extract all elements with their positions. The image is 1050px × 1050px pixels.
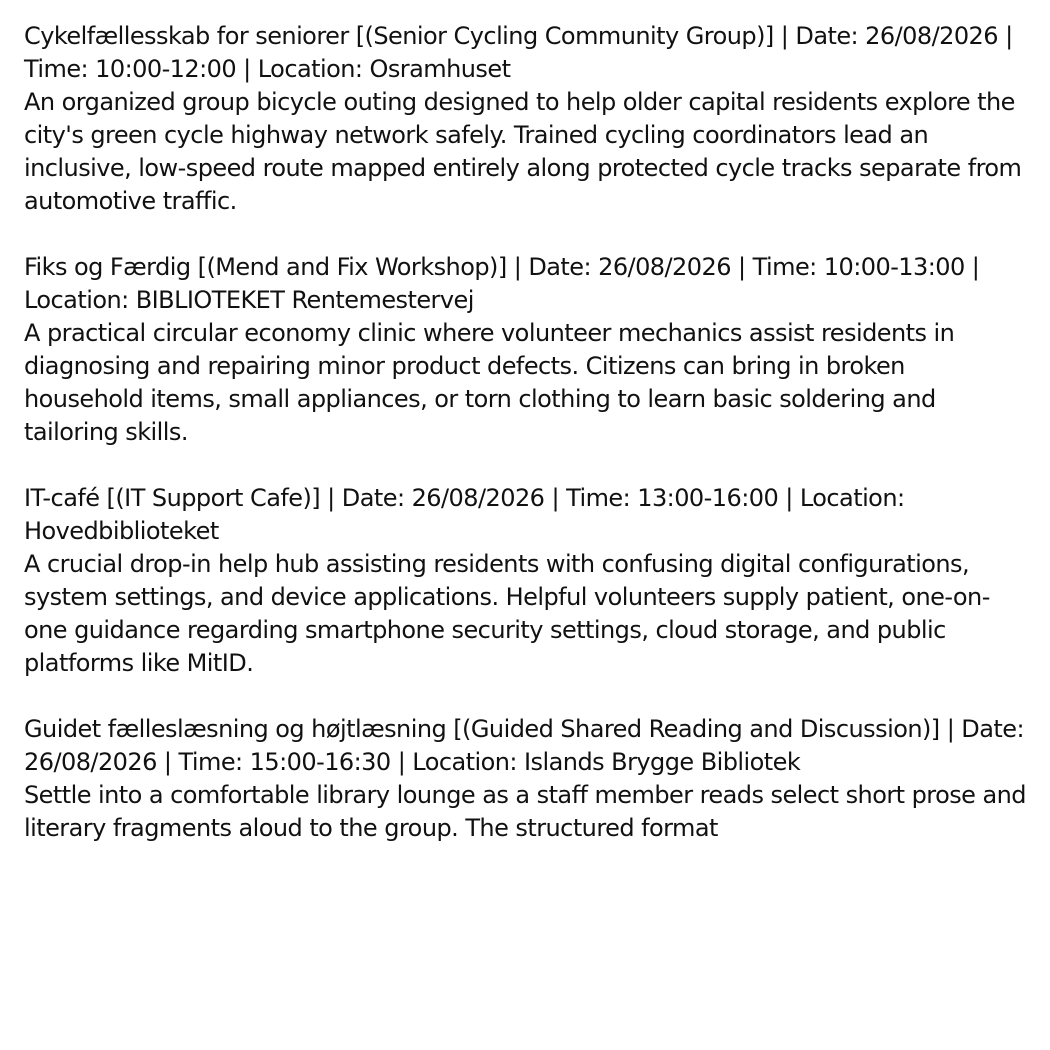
event-entry-mend-and-fix <box>24 251 1028 449</box>
event-description: An organized group bicycle outing designed to help older capital residents explore the city's green cycle highway network safely. Trained cycling coordinators lead an inclusive, low-speed route mapped entirely along protected cycle tracks separate from automotive traffic. <box>24 88 1022 215</box>
event-entry-senior-cycling <box>24 20 1028 218</box>
event-header: IT-café [(IT Support Cafe)] | Date: 26/08/2026 | Time: 13:00-16:00 | Location: Hovedbiblioteket <box>24 484 905 545</box>
event-entry-it-cafe <box>24 482 1028 680</box>
event-description: A crucial drop-in help hub assisting residents with confusing digital configurations, system settings, and device applications. Helpful volunteers supply patient, one-on-one guidance regarding smartphone security settings, cloud storage, and public platforms like MitID. <box>24 550 990 677</box>
event-description: Settle into a comfortable library lounge as a staff member reads select short prose and literary fragments aloud to the group. The structured format <box>24 781 1026 842</box>
event-header: Fiks og Færdig [(Mend and Fix Workshop)] | Date: 26/08/2026 | Time: 10:00-13:00 | Location: BIBLIOTEKET Rentemestervej <box>24 253 980 314</box>
event-entry-guided-reading <box>24 713 1028 845</box>
event-description: A practical circular economy clinic where volunteer mechanics assist residents in diagnosing and repairing minor product defects. Citizens can bring in broken household items, small appliances, or torn clothing to learn basic soldering and tailoring skills. <box>24 319 955 446</box>
event-header: Guidet fælleslæsning og højtlæsning [(Guided Shared Reading and Discussion)] | Date: 26/08/2026 | Time: 15:00-16:30 | Location: Islands Brygge Bibliotek <box>24 715 1025 776</box>
event-listing <box>24 20 1028 845</box>
event-header: Cykelfællesskab for seniorer [(Senior Cycling Community Group)] | Date: 26/08/2026 | Time: 10:00-12:00 | Location: Osramhuset <box>24 22 1013 83</box>
